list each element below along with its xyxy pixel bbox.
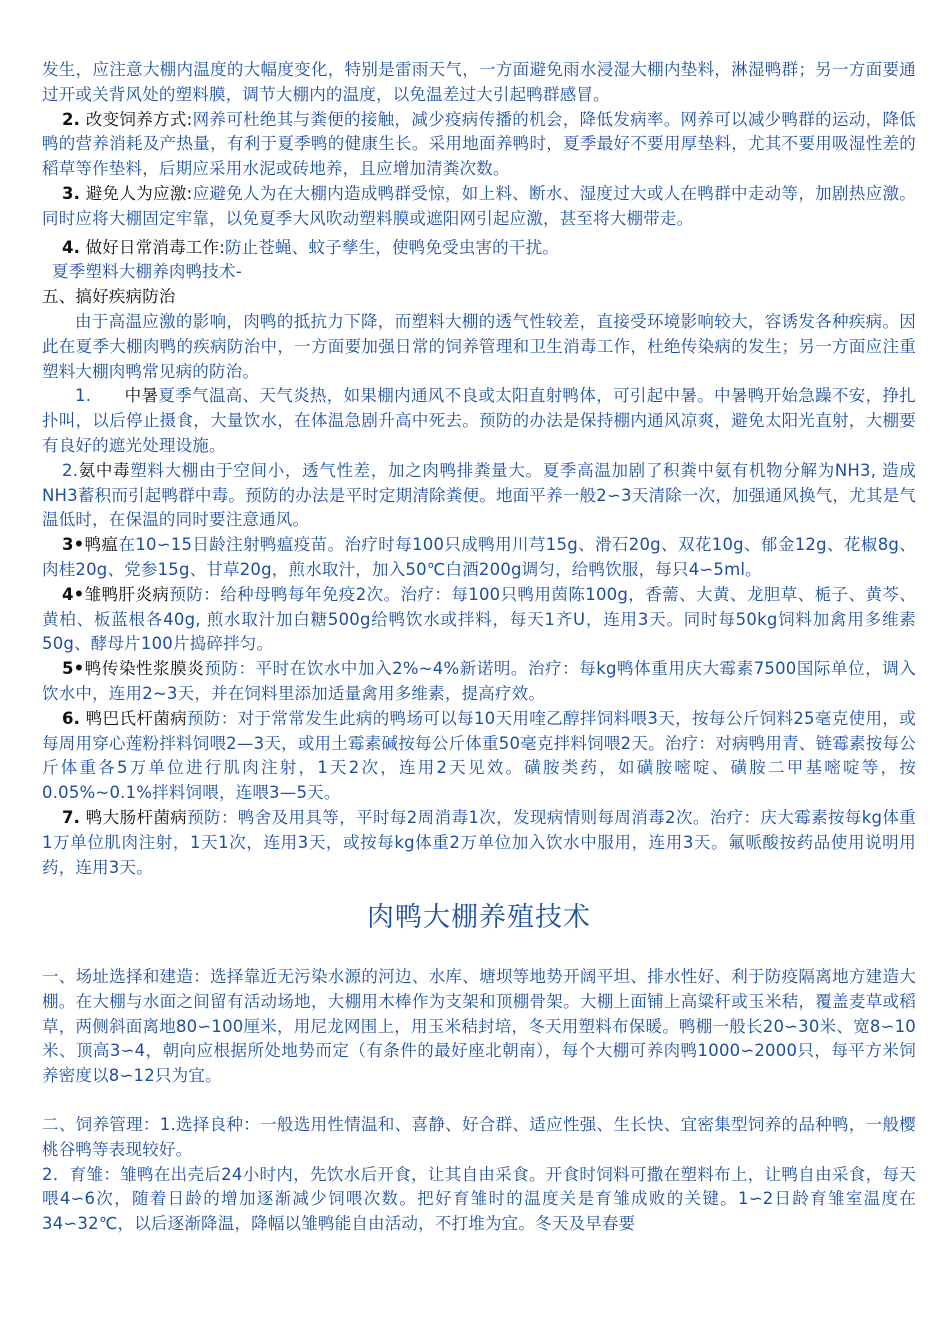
disease-body: 预防：给种母鸭每年免疫2次。治疗：每100只鸭用茵陈100g，香薷、大黄、龙胆草、栀子、黄芩、黄柏、板蓝根各40g, 煎水取汁加白糖500g给鸭饮水或拌料，每天1齐U，连用3天。同时每50kg饲料加禽用多维素50g、酵母片100片捣碎拌匀。 xyxy=(42,584,917,654)
disease-name: 鸭巴氏杆菌病 xyxy=(80,708,188,728)
item-number: 3. xyxy=(62,183,81,203)
disease-name: 鸭传染性浆膜炎 xyxy=(84,659,205,679)
section-site-selection: 一、场址选择和建造：选择靠近无污染水源的河边、水库、塘坝等地势开阔平坦、排水性好、利于防疫隔离地方建造大棚。在大棚与水面之间留有活动场地，大棚用木棒作为支架和顶棚骨架。大棚上面铺上高粱秆或玉米秸，覆盖麦草或稻草，两侧斜面离地80∽100厘米，用尼龙网围上，用玉米秸封培，冬天用塑料布保暖。鸭棚一般长20∽30米、宽8∽10米、顶高3∽4，朝向应根据所处地势而定（有条件的最好座北朝南），每个大棚可养肉鸭1000∽2000只，每平方米饲养密度以8∽12只为宜。 xyxy=(42,967,916,1086)
item-body: 应避免人为在大棚内造成鸭群受惊，如上料、断水、湿度过大或人在鸭群中走动等，加剧热应激。同时应将大棚固定牢靠，以免夏季大风吹动塑料膜或遮阳网引起应激，甚至将大棚带走。 xyxy=(42,183,916,228)
item-number: 3• xyxy=(62,535,85,555)
disease-heatstroke xyxy=(42,384,916,458)
paragraph-continuation: 发生，应注意大棚内温度的大幅度变化，特别是雷雨天气，一方面避免雨水浸湿大棚内垫料，淋湿鸭群；另一方面要通过开或关背风处的塑料膜，调节大棚内的温度，以免温差过大引起鸭群感冒。 xyxy=(42,60,916,104)
disease-body: 塑料大棚由于空间小，透气性差，加之肉鸭排粪量大。夏季高温加剧了积粪中氨有机物分解为NH3, 造成NH3蓄积而引起鸭群中毒。预防的办法是平时定期清除粪便。地面平养一般2∽3天清除一次，加强通风换气，尤其是气温低时，在保温的同时要注意通风。 xyxy=(42,460,916,530)
disease-body: 预防：对于常常发生此病的鸭场可以每10天用喹乙醇拌饲料喂3天，按每公斤饲料25毫克使用，或每周用穿心莲粉拌料饲喂2—3天，或用土霉素碱按每公斤体重50毫克拌料饲喂2天。治疗：对病鸭用青、链霉素按每公斤体重各5万单位进行肌肉注射，1天2次，连用2天见效。磺胺类药，如磺胺嘧啶、磺胺二甲基嘧啶等，按0.05%~0.1%拌料饲喂，连喂3—5天。 xyxy=(42,708,916,803)
paragraph-disinfection xyxy=(42,236,916,261)
disease-pasteurella xyxy=(42,707,916,806)
item-number: 1. xyxy=(75,386,92,406)
paragraph-feeding-method xyxy=(42,108,916,182)
section-heading-disease: 五、搞好疾病防治 xyxy=(42,287,176,307)
disease-name: 鸭大肠杆菌病 xyxy=(80,807,188,827)
item-heading: 改变饲养方式: xyxy=(80,109,193,129)
item-number: 7. xyxy=(62,807,81,827)
item-body: 网养可杜绝其与粪便的接触，减少疫病传播的机会，降低发病率。网养可以减少鸭群的运动，降低鸭的营养消耗及产热量，有利于夏季鸭的健康生长。采用地面养鸭时，夏季最好不要用厚垫料，尤其不要用吸湿性差的稻草等作垫料，后期应采用水泥或砖地养，且应增加清粪次数。 xyxy=(42,109,916,179)
item-body: 防止苍蝇、蚊子孳生，使鸭免受虫害的干扰。 xyxy=(224,237,559,257)
main-title: 肉鸭大棚养殖技术 xyxy=(367,902,591,934)
item-heading: 做好日常消毒工作: xyxy=(80,237,225,257)
section-feeding-management: 二、饲养管理：1.选择良种：一般选用性情温和、喜静、好合群、适应性强、生长快、宜密集型饲养的品种鸭，一般樱桃谷鸭等表现较好。 xyxy=(42,1115,916,1159)
disease-body: 夏季气温高、天气炎热，如果棚内通风不良或太阳直射鸭体，可引起中暑。中暑鸭开始急躁不安，挣扎扑叫，以后停止摄食，大量饮水，在体温急剧升高中死去。预防的办法是保持棚内通风凉爽，避免太阳光直射，大棚要有良好的遮光处理设施。 xyxy=(42,386,917,455)
disease-ammonia xyxy=(42,459,916,533)
item-number: 2. xyxy=(62,109,81,129)
disease-body: 在10∽15日龄注射鸭瘟疫苗。治疗时每100只成鸭用川芎15g、滑石20g、双花10g、郁金12g、花椒8g、肉桂20g、党参15g、甘草20g，煎水取汁，加入50℃白酒200g调匀，给鸭饮服，每只4∽5ml。 xyxy=(42,535,916,579)
spacer xyxy=(42,1089,916,1113)
disease-name: 雏鸭肝炎病 xyxy=(84,584,170,604)
disease-name: 鸭瘟 xyxy=(84,535,119,555)
item-number: 5• xyxy=(62,659,85,679)
item-heading: 避免人为应激: xyxy=(80,183,193,203)
item-number: 6. xyxy=(62,708,81,728)
disease-body: 预防：鸭舍及用具等，平时每2周消毒1次，发现病情则每周消毒2次。治疗：庆大霉素按每kg体重1万单位肌肉注射，1天1次，连用3天，或按每kg体重2万单位加入饮水中服用，连用3天。氟哌酸按药品使用说明用药，连用3天。 xyxy=(42,807,916,877)
item-number: 2. xyxy=(62,460,79,480)
section-brooding: 2．育雏：雏鸭在出壳后24小时内，先饮水后开食，让其自由采食。开食时饲料可撒在塑料布上，让鸭自由采食，每天喂4∽6次，随着日龄的增加逐渐减少饲喂次数。把好育雏时的温度关是育雏成败的关键。1∽2日龄育雏室温度在34∽32℃，以后逐渐降温，降幅以雏鸭能自由活动，不打堆为宜。冬天及早春要 xyxy=(42,1164,916,1234)
sub-title: 夏季塑料大棚养肉鸭技术- xyxy=(52,262,242,282)
paragraph-avoid-stress xyxy=(42,182,916,232)
paragraph-intro: 由于高温应激的影响，肉鸭的抵抗力下降，而塑料大棚的透气性较差，直接受环境影响较大，容诱发各种疾病。因此在夏季大棚肉鸭的疾病防治中，一方面要加强日常的饲养管理和卫生消毒工作，杜绝传染病的发生；另一方面应注重塑料大棚肉鸭常见病的防治。 xyxy=(42,311,916,381)
disease-body: 预防：平时在饮水中加入2%~4%新诺明。治疗：每kg鸭体重用庆大霉素7500国际单位，调入饮水中，连用2~3天，并在饲料里添加适量禽用多维素，提高疗效。 xyxy=(42,659,917,703)
disease-colibacillosis xyxy=(42,806,916,880)
disease-name: 氨中毒 xyxy=(78,460,131,480)
item-number: 4• xyxy=(62,584,85,604)
disease-name: 中暑 xyxy=(124,386,159,406)
document-page xyxy=(42,58,916,1237)
disease-duck-plague xyxy=(42,533,916,583)
item-number: 4. xyxy=(62,237,81,257)
disease-duckling-hepatitis xyxy=(42,583,916,657)
disease-serositis xyxy=(42,657,916,707)
